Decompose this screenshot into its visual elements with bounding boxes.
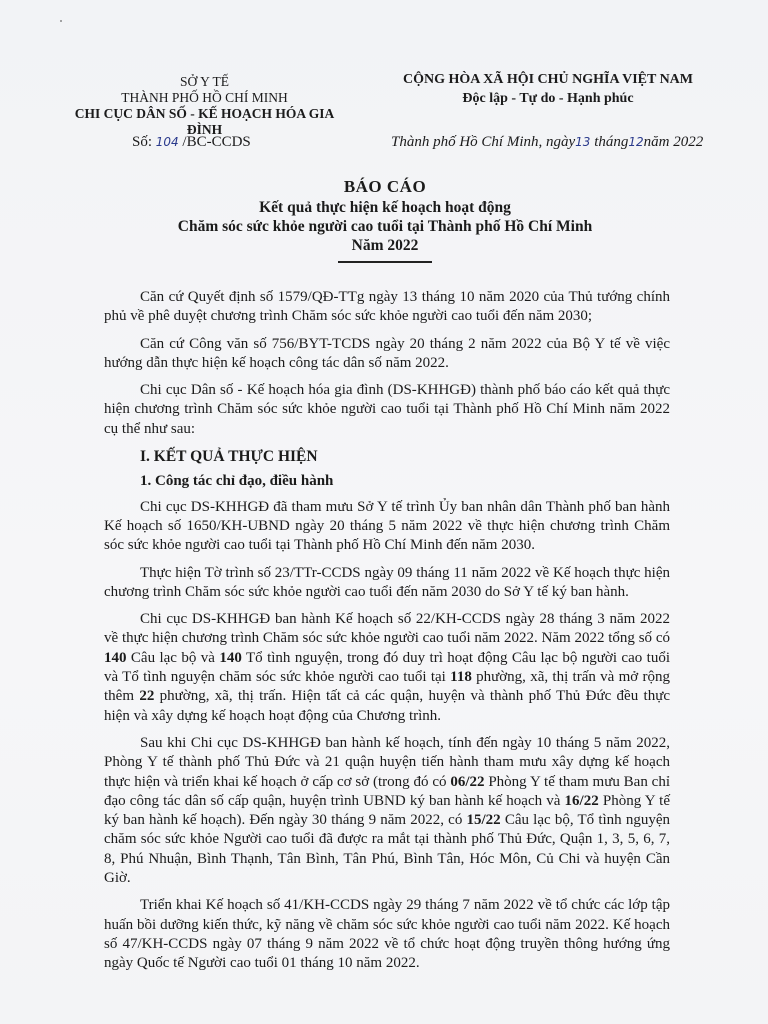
text-run: Chi cục DS-KHHGĐ ban hành Kế hoạch số 22/KH-CCDS ngày 28 tháng 3 năm 2022 về thực hiện chương trình Chăm sóc sức khỏe người cao tuổi năm 2022. Năm 2022 tổng số có — [104, 611, 670, 647]
document-date — [391, 134, 703, 151]
document-number — [132, 134, 251, 151]
date-month-label: tháng — [594, 134, 629, 150]
report-subtitle-2: Chăm sóc sức khỏe người cao tuổi tại Thành phố Hồ Chí Minh — [177, 218, 593, 235]
text-run: phường, xã, thị trấn. Hiện tất cả các quận, huyện và thành phố Thủ Đức đều thực hiện và xây dựng kế hoạch hoạt động của Chương trình. — [104, 688, 670, 724]
date-year: năm 2022 — [643, 134, 704, 150]
report-subtitle-3: Năm 2022 — [351, 237, 419, 254]
paragraph-district-rollout — [104, 734, 670, 888]
text-run: Câu lạc bộ, Tổ tình nguyện chăm sóc sức khỏe Người cao tuổi đã được ra mắt tại thành phố Thủ Đức, Quận 1, 3, 5, 6, 7, 8, Phú Nhuận, Bình Thạnh, Tân Bình, Tân Phú, Bình Tân, Hóc Môn, Củ Chi và huyện Cần Giờ. — [104, 812, 670, 887]
nation-name: CỘNG HÒA XÃ HỘI CHỦ NGHĨA VIỆT NAM — [402, 72, 693, 87]
text-run: Phòng Y tế tham mưu Ban chỉ đạo công tác dân số cấp quận, huyện trình UBND ký ban hành kế hoạch và — [104, 773, 670, 809]
report-body — [104, 288, 670, 982]
agency-line-3: CHI CỤC DÂN SỐ - KẾ HOẠCH HÓA GIA ĐÌNH — [74, 106, 335, 137]
bold-count: 118 — [450, 669, 472, 686]
bold-count: 140 — [104, 649, 127, 666]
national-motto-header — [398, 70, 698, 108]
text-run: Phòng Y tế ký ban hành kế hoạch). Đến ngày 30 tháng 9 năm 2022, có — [104, 792, 670, 829]
subsection-heading: 1. Công tác chỉ đạo, điều hành — [140, 473, 334, 490]
report-title: BÁO CÁO — [343, 177, 427, 196]
date-prefix: Thành phố Hồ Chí Minh, ngày — [391, 134, 576, 150]
text-run: Sau khi Chi cục DS-KHHGĐ ban hành kế hoạch, tính đến ngày 10 tháng 5 năm 2022, Phòng Y tế thành phố Thủ Đức và 21 quận huyện tiến hành tham mưu xây dựng kế hoạch thực hiện và triển khai kế hoạch ở cấp cơ sở (trong đó có — [104, 734, 670, 790]
doc-number-suffix: /BC-CCDS — [182, 134, 251, 150]
report-subtitle-1: Kết quả thực hiện kế hoạch hoạt động — [259, 199, 511, 216]
text-run: phường, xã, thị trấn và mở rộng thêm — [104, 669, 670, 705]
nation-motto: Độc lập - Tự do - Hạnh phúc — [462, 91, 634, 106]
issuing-agency-header — [62, 74, 347, 138]
doc-number-handwritten: 104 — [155, 135, 179, 149]
section-heading: I. KẾT QUẢ THỰC HIỆN — [140, 448, 318, 466]
text-run: Tổ tình nguyện, trong đó duy trì hoạt động Câu lạc bộ người cao tuổi và Tổ tình nguyện chăm sóc sức khỏe người cao tuổi tại — [104, 649, 670, 686]
scan-speck — [60, 20, 62, 22]
paragraph-legal-basis-2: Căn cứ Công văn số 756/BYT-TCDS ngày 20 tháng 2 năm 2022 của Bộ Y tế về việc hướng dẫn thực hiện kế hoạch công tác dân số năm 2022. — [104, 335, 670, 371]
bold-count: 16/22 — [564, 792, 599, 809]
paragraph-plan-22 — [104, 610, 670, 726]
report-title-block — [100, 176, 670, 263]
date-month-handwritten: 12 — [628, 135, 644, 149]
agency-line-2: THÀNH PHỐ HỒ CHÍ MINH — [121, 90, 288, 105]
paragraph-submission-23: Thực hiện Tờ trình số 23/TTr-CCDS ngày 09 tháng 11 năm 2022 về Kế hoạch thực hiện chương trình Chăm sóc sức khỏe người cao tuổi đến năm 2030 do Sở Y tế ký ban hành. — [104, 564, 670, 600]
text-run: Câu lạc bộ và — [126, 649, 220, 666]
bold-count: 06/22 — [450, 773, 485, 790]
bold-count: 22 — [139, 688, 155, 705]
date-day-handwritten: 13 — [575, 135, 591, 149]
paragraph-plan-1650: Chi cục DS-KHHGĐ đã tham mưu Sở Y tế trình Ủy ban nhân dân Thành phố ban hành Kế hoạch số 1650/KH-UBND ngày 20 tháng 5 năm 2022 về thực hiện chương trình Chăm sóc sức khỏe người cao tuổi tại Thành phố Hồ Chí Minh đến năm 2030. — [104, 498, 670, 554]
bold-count: 140 — [219, 649, 242, 666]
paragraph-legal-basis-1: Căn cứ Quyết định số 1579/QĐ-TTg ngày 13 tháng 10 năm 2020 của Thủ tướng chính phủ về phê duyệt chương trình Chăm sóc sức khỏe người cao tuổi đến năm 2030; — [104, 289, 670, 325]
paragraph-intro: Chi cục Dân số - Kế hoạch hóa gia đình (DS-KHHGĐ) thành phố báo cáo kết quả thực hiện chương trình Chăm sóc sức khỏe người cao tuổi tại Thành phố Hồ Chí Minh năm 2022 cụ thể như sau: — [104, 382, 670, 437]
doc-number-prefix: Số: — [132, 134, 153, 150]
title-divider — [338, 261, 432, 263]
paragraph-training-plans: Triển khai Kế hoạch số 41/KH-CCDS ngày 29 tháng 7 năm 2022 về tổ chức các lớp tập huấn bồi dưỡng kiến thức, kỹ năng về chăm sóc sức khỏe người cao tuổi năm 2022. Kế hoạch số 47/KH-CCDS ngày 07 tháng 9 năm 2022 về tổ chức hoạt động truyền thông hướng ứng ngày Quốc tế Người cao tuổi 01 tháng 10 năm 2022. — [104, 897, 670, 972]
bold-count: 15/22 — [466, 812, 501, 829]
agency-line-1: SỞ Y TẾ — [179, 74, 229, 89]
